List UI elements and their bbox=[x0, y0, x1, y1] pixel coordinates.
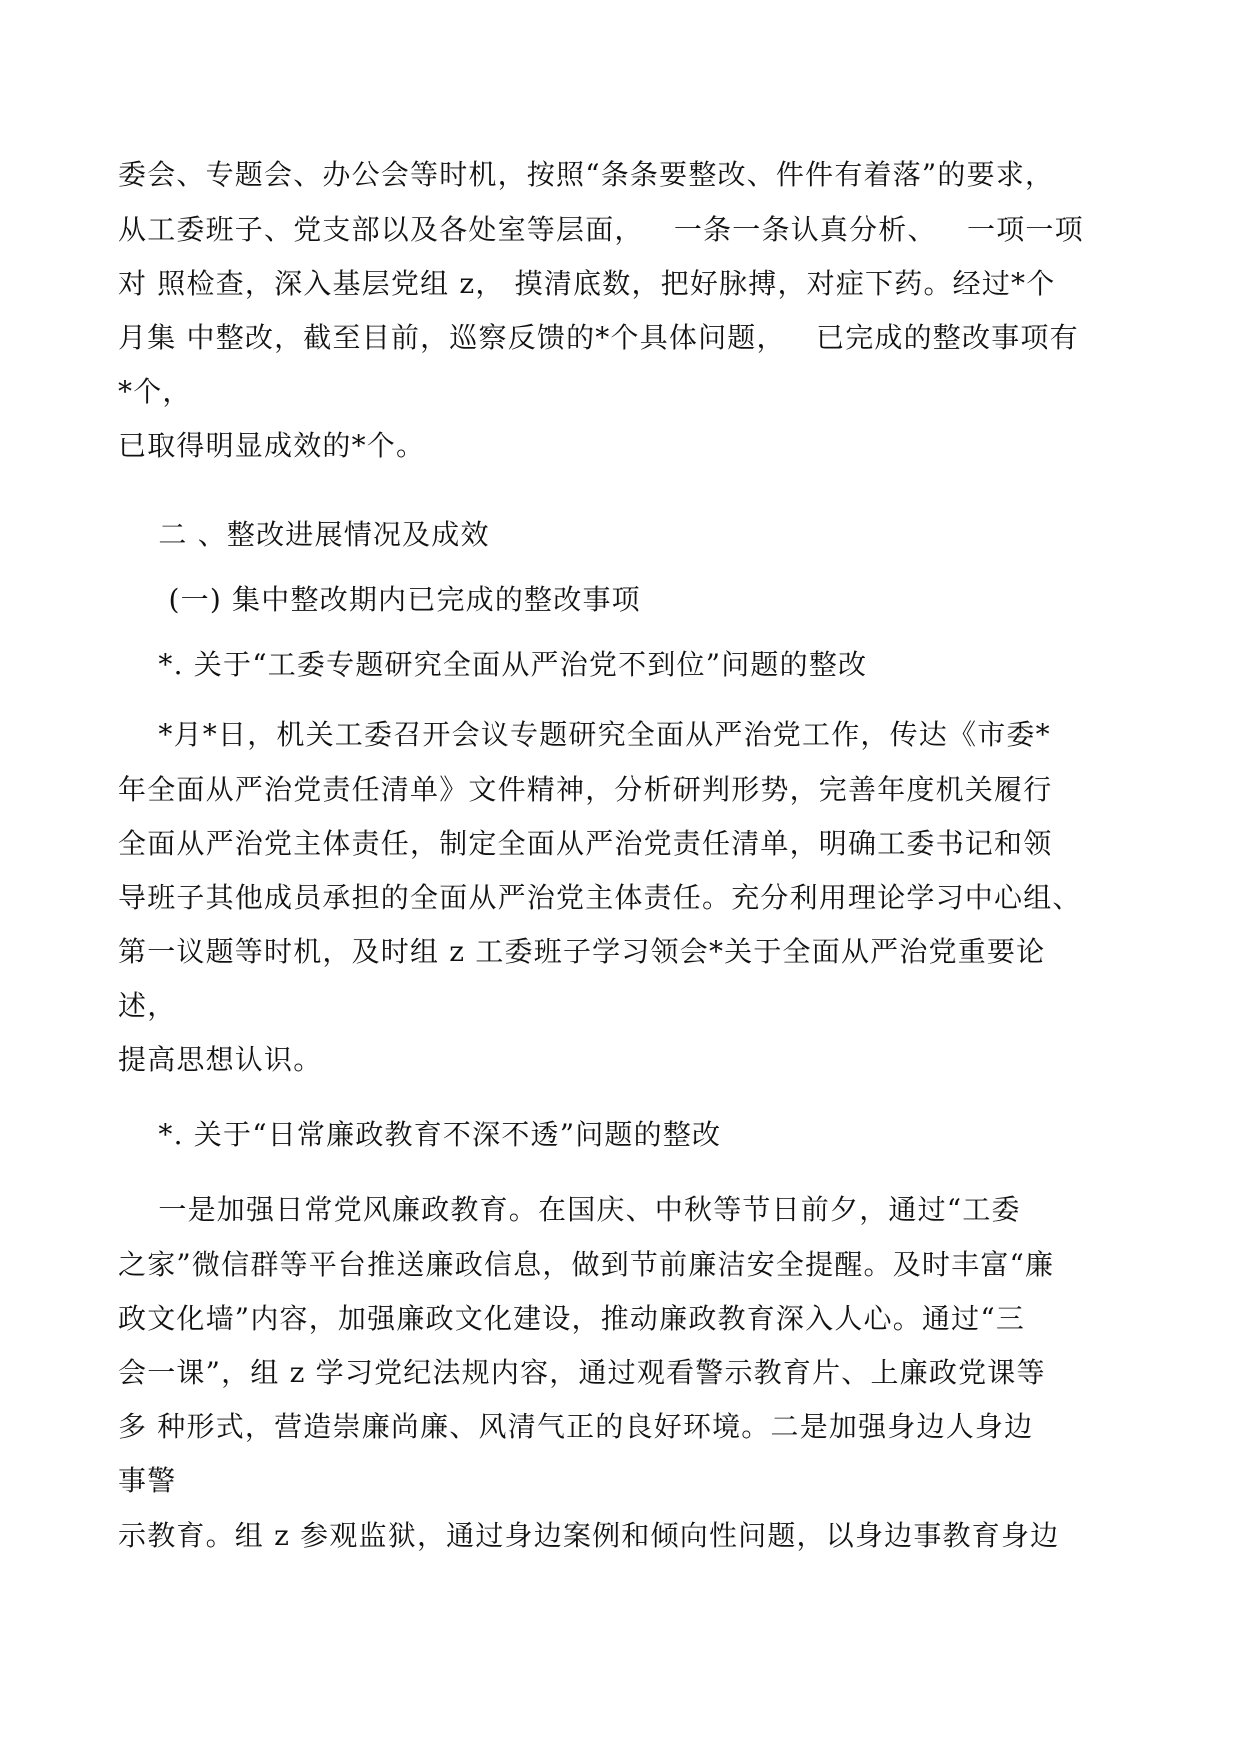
item-heading: *. 关于“工委专题研究全面从严治党不到位”问题的整改 bbox=[118, 648, 868, 681]
text-line: 对 照检查，深入基层党组 z， 摸清底数，把好脉搏，对症下药。经过*个 bbox=[118, 267, 1056, 300]
text-line: 委会、专题会、办公会等时机，按照“条条要整改、件件有着落”的要求， bbox=[118, 158, 1055, 191]
text-line: 示教育。组 z 参观监狱，通过身边案例和倾向性问题，以身边事教育身边 bbox=[118, 1519, 1060, 1552]
text-line: 述， bbox=[118, 989, 177, 1022]
item-heading: *. 关于“日常廉政教育不深不透”问题的整改 bbox=[118, 1118, 722, 1151]
text-line: 年全面从严治党责任清单》文件精神，分析研判形势，完善年度机关履行 bbox=[118, 773, 1053, 806]
text-line: 一是加强日常党风廉政教育。在国庆、中秋等节日前夕，通过“工委 bbox=[118, 1193, 1021, 1226]
text-line: 之家”微信群等平台推送廉政信息，做到节前廉洁安全提醒。及时丰富“廉 bbox=[118, 1248, 1055, 1281]
text-line: 多 种形式，营造崇廉尚廉、风清气正的良好环境。二是加强身边人身边 bbox=[118, 1410, 1034, 1443]
text-line: *个， bbox=[118, 375, 192, 408]
text-line: 月集 中整改，截至目前，巡察反馈的*个具体问题， 已完成的整改事项有 bbox=[118, 321, 1079, 354]
text-line: 已取得明显成效的*个。 bbox=[118, 429, 426, 462]
text-line: 导班子其他成员承担的全面从严治党主体责任。充分利用理论学习中心组、 bbox=[118, 881, 1082, 914]
text-line: 政文化墙”内容，加强廉政文化建设，推动廉政教育深入人心。通过“三 bbox=[118, 1302, 1026, 1335]
text-line: 从工委班子、党支部以及各处室等层面， 一条一条认真分析、 一项一项 bbox=[118, 213, 1084, 246]
text-line: *月*日，机关工委召开会议专题研究全面从严治党工作，传达《市委* bbox=[118, 718, 1051, 751]
text-line: 全面从严治党主体责任，制定全面从严治党责任清单，明确工委书记和领 bbox=[118, 827, 1053, 860]
text-line: 第一议题等时机，及时组 z 工委班子学习领会*关于全面从严治党重要论 bbox=[118, 935, 1046, 968]
section-heading: 二 、整改进展情况及成效 bbox=[118, 518, 490, 551]
text-line: 会一课”，组 z 学习党纪法规内容，通过观看警示教育片、上廉政党课等 bbox=[118, 1356, 1046, 1389]
subsection-heading: (一) 集中整改期内已完成的整改事项 bbox=[118, 583, 641, 616]
text-line: 事警 bbox=[118, 1464, 177, 1497]
text-line: 提高思想认识。 bbox=[118, 1043, 323, 1076]
